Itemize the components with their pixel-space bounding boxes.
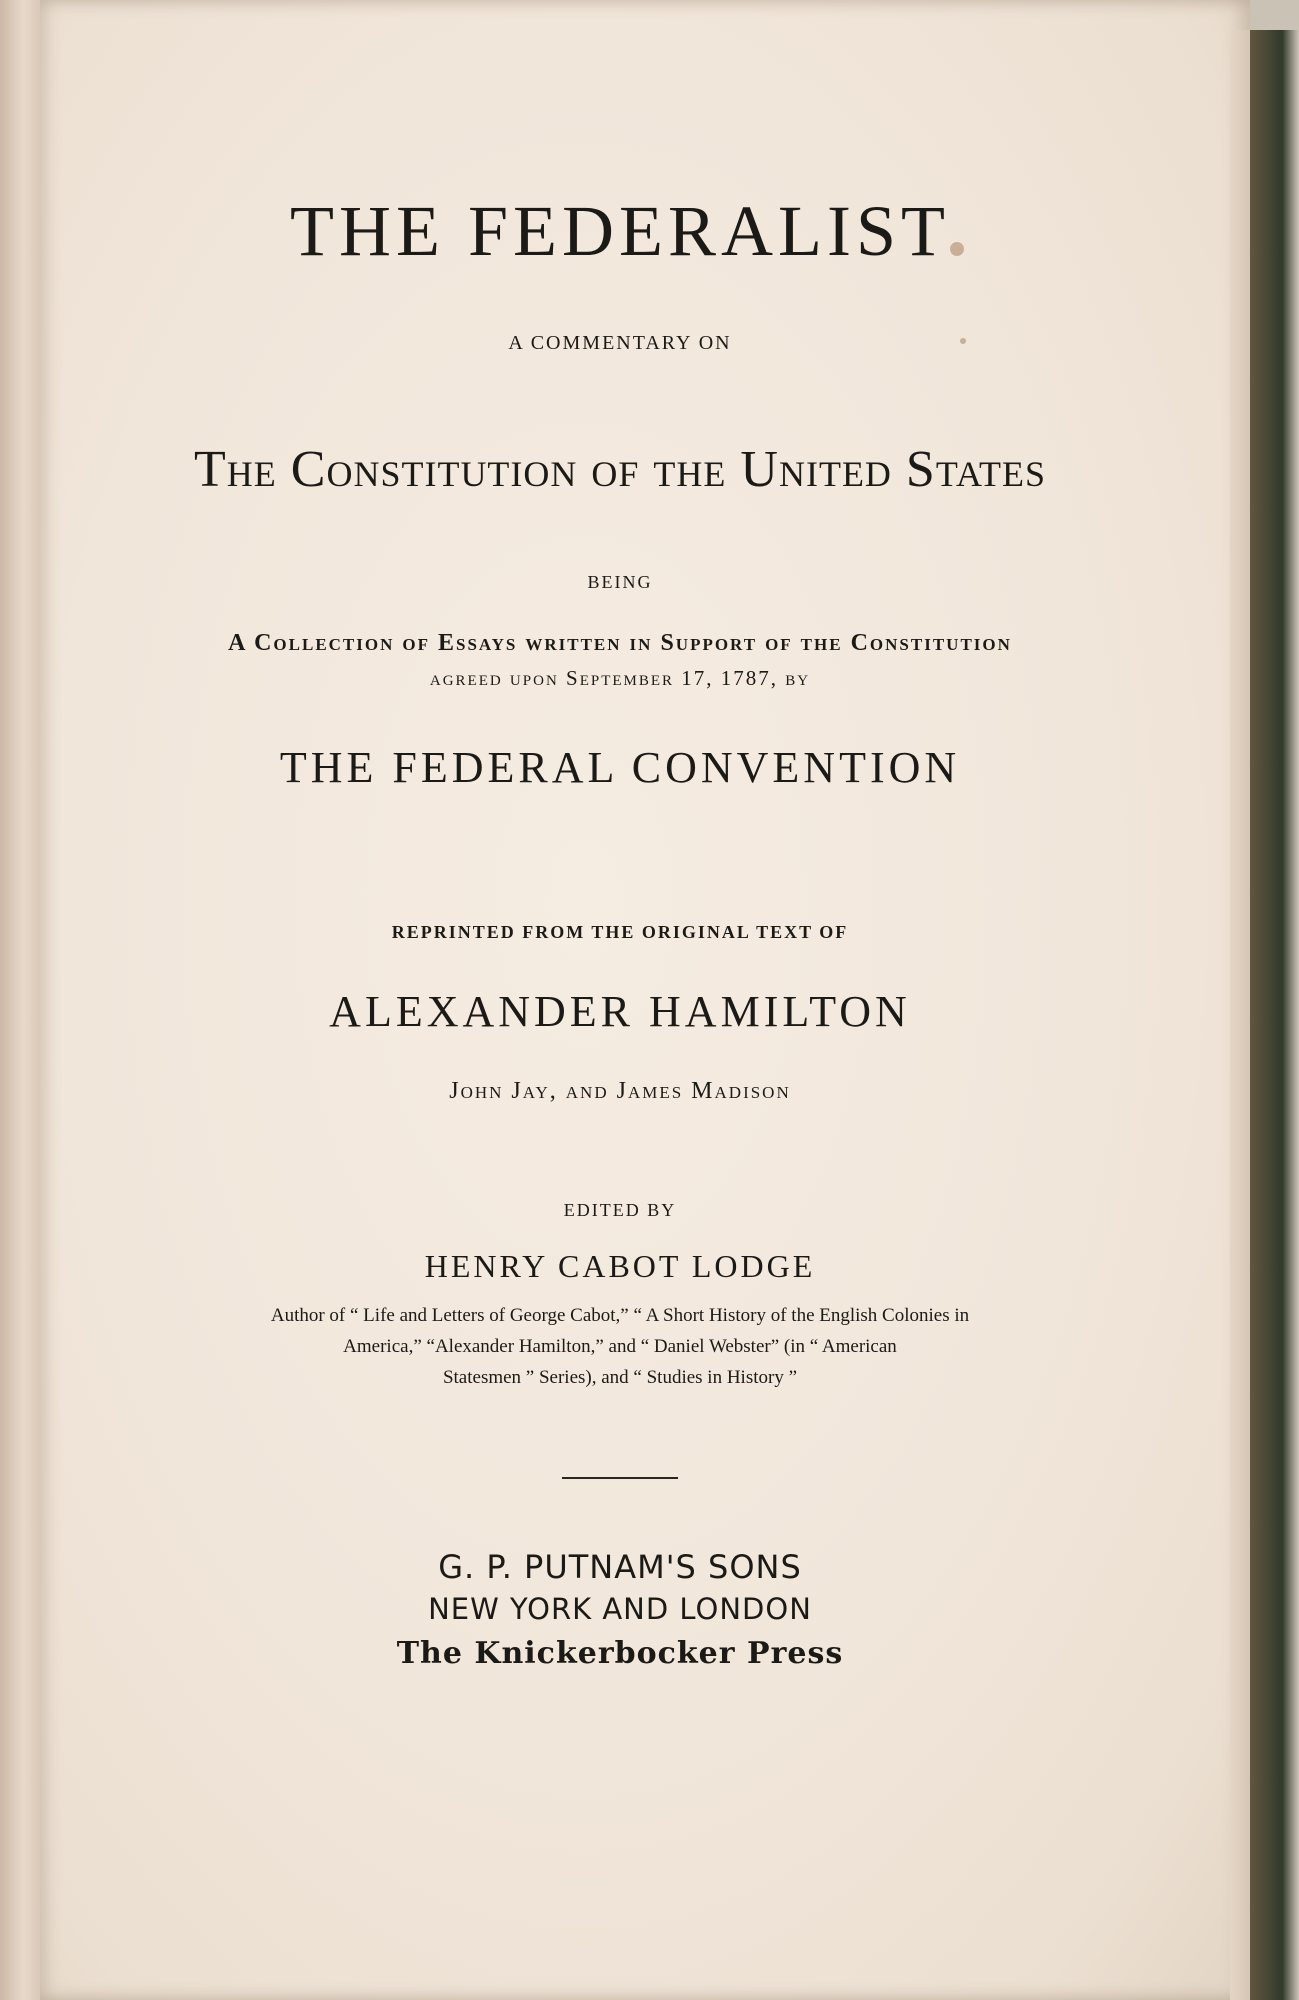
press-imprint: The Knickerbocker Press [396, 1636, 844, 1671]
collection-description: A Collection of Essays written in Support of the Constitution [228, 630, 1012, 656]
agreed-date-line: agreed upon September 17, 1787, by [429, 666, 811, 690]
divider-rule [562, 1477, 678, 1479]
foxing-spot [950, 242, 964, 256]
editor-credit-line: Statesmen ” Series), and “ Studies in History ” [442, 1367, 798, 1388]
federal-convention: THE FEDERAL CONVENTION [279, 743, 961, 792]
editor-name: HENRY CABOT LODGE [424, 1248, 816, 1284]
book-title: THE FEDERALIST [290, 191, 950, 271]
editor-credits [130, 1300, 1110, 1393]
publisher-name: G. P. PUTNAM'S SONS [438, 1548, 802, 1586]
publisher-location: NEW YORK AND LONDON [428, 1592, 812, 1626]
primary-author: ALEXANDER HAMILTON [329, 987, 911, 1036]
foxing-spot [960, 338, 966, 344]
editor-credit-line: America,” “Alexander Hamilton,” and “ Daniel Webster” (in “ American [343, 1336, 897, 1357]
reprinted-note: REPRINTED FROM THE ORIGINAL TEXT OF [391, 922, 849, 942]
book-cover-board [1243, 30, 1299, 2000]
edited-by-label: EDITED BY [563, 1200, 677, 1220]
subtitle-commentary: A COMMENTARY ON [508, 332, 732, 354]
being-label: BEING [587, 572, 653, 592]
page-fore-edge [1230, 30, 1250, 2000]
subtitle-constitution: The Constitution of the United States [194, 441, 1046, 498]
editor-credit-line: Author of “ Life and Letters of George Cabot,” “ A Short History of the English Colonies in [270, 1305, 970, 1326]
co-authors: John Jay, and James Madison [449, 1078, 791, 1104]
title-page [40, 0, 1250, 2000]
